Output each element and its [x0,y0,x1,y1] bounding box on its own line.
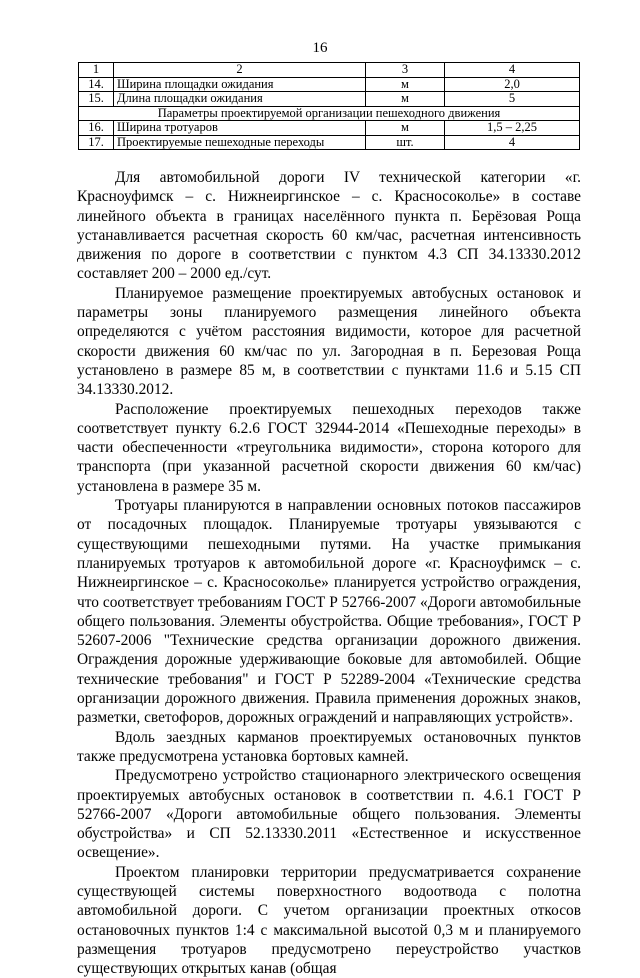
row-unit: м [366,77,445,92]
row-number: 15. [79,92,114,107]
header-cell: 1 [79,63,114,78]
table-row [79,92,580,107]
row-name: Ширина тротуаров [114,121,366,136]
body-text [77,168,581,978]
row-name: Ширина площадки ожидания [114,77,366,92]
paragraph: Расположение проектируемых пешеходных переходов также соответствует пункту 6.2.6 ГОСТ 32944-2014 «Пешеходные переходы» в части обеспеченности «треугольника видимости», сторона которого для транспорта (при указанной расчетной скорости движения 60 км/час) установлена в размере 35 м. [77,400,581,495]
row-number: 16. [79,121,114,136]
paragraph: Планируемое размещение проектируемых автобусных остановок и параметры зоны планируемого размещения линейного объекта определяются с учётом расстояния видимости, которое для расчетной скорости движения 60 км/час по ул. Загородная в п. Березовая Роща установлено в размере 85 м, в соответствии с пунктами 11.6 и 5.15 СП 34.13330.2012. [77,284,581,399]
table-row [79,121,580,136]
header-cell: 2 [114,63,366,78]
row-value: 4 [445,135,580,150]
table-row [79,77,580,92]
header-cell: 3 [366,63,445,78]
row-name: Длина площадки ожидания [114,92,366,107]
row-value: 5 [445,92,580,107]
row-unit: шт. [366,135,445,150]
paragraph: Для автомобильной дороги IV технической категории «г. Красноуфимск – с. Нижнеиргинское – с. Красносоколье» в составе линейного объекта в границах населённого пункта п. Берёзовая Роща устанавливается расчетная скорость 60 км/час, расчетная интенсивность движения по дороге в соответствии с пунктом 4.3 СП 34.13330.2012 составляет 200 – 2000 ед./сут. [77,169,581,283]
row-unit: м [366,121,445,136]
paragraph: Вдоль заездных карманов проектируемых остановочных пунктов также предусмотрена установка бортовых камней. [77,728,581,765]
page-number: 16 [312,40,328,56]
paragraph: Проектом планировки территории предусматривается сохранение существующей системы поверхностного водоотвода с полотна автомобильной дороги. С учетом организации проектных откосов остановочных пунктов 1:4 с максимальной высотой 0,3 м и планируемого размещения тротуаров предусмотрено переустройство участков существующих открытых канав (общая [77,863,581,978]
row-value: 1,5 – 2,25 [445,121,580,136]
paragraph: Предусмотрено устройство стационарного электрического освещения проектируемых автобусных остановок в соответствии п. 4.6.1 ГОСТ Р 52766-2007 «Дороги автомобильные общего пользования. Элементы обустройства» и СП 52.13330.2011 «Естественное и искусственное освещение». [77,767,581,862]
paragraph: Тротуары планируются в направлении основных потоков пассажиров от посадочных площадок. Планируемые тротуары увязываются с существующими пешеходными путями. На участке примыкания планируемых тротуаров к автомобильной дороге «г. Красноуфимск – с. Нижнеиргинское – с. Красносоколье» планируется устройство ограждения, что соответствует требованиям ГОСТ Р 52766-2007 «Дороги автомобильные общего пользования. Элементы обустройства. Общие требования», ГОСТ Р 52607-2006 "Технические средства организации дорожного движения. Ограждения дорожные удерживающие боковые для автомобилей. Общие технические требования" и ГОСТ Р 52289-2004 «Технические средства организации дорожного движения. Правила применения дорожных знаков, разметки, светофоров, дорожных ограждений и направляющих устройств». [77,497,581,727]
row-value: 2,0 [445,77,580,92]
table-row [79,135,580,150]
row-number: 14. [79,77,114,92]
table-section-row [79,106,580,121]
row-number: 17. [79,135,114,150]
row-unit: м [366,92,445,107]
header-cell: 4 [445,63,580,78]
section-title: Параметры проектируемой организации пешеходного движения [79,106,580,121]
table-header-row [79,63,580,78]
row-name: Проектируемые пешеходные переходы [114,135,366,150]
parameters-table [78,62,580,150]
